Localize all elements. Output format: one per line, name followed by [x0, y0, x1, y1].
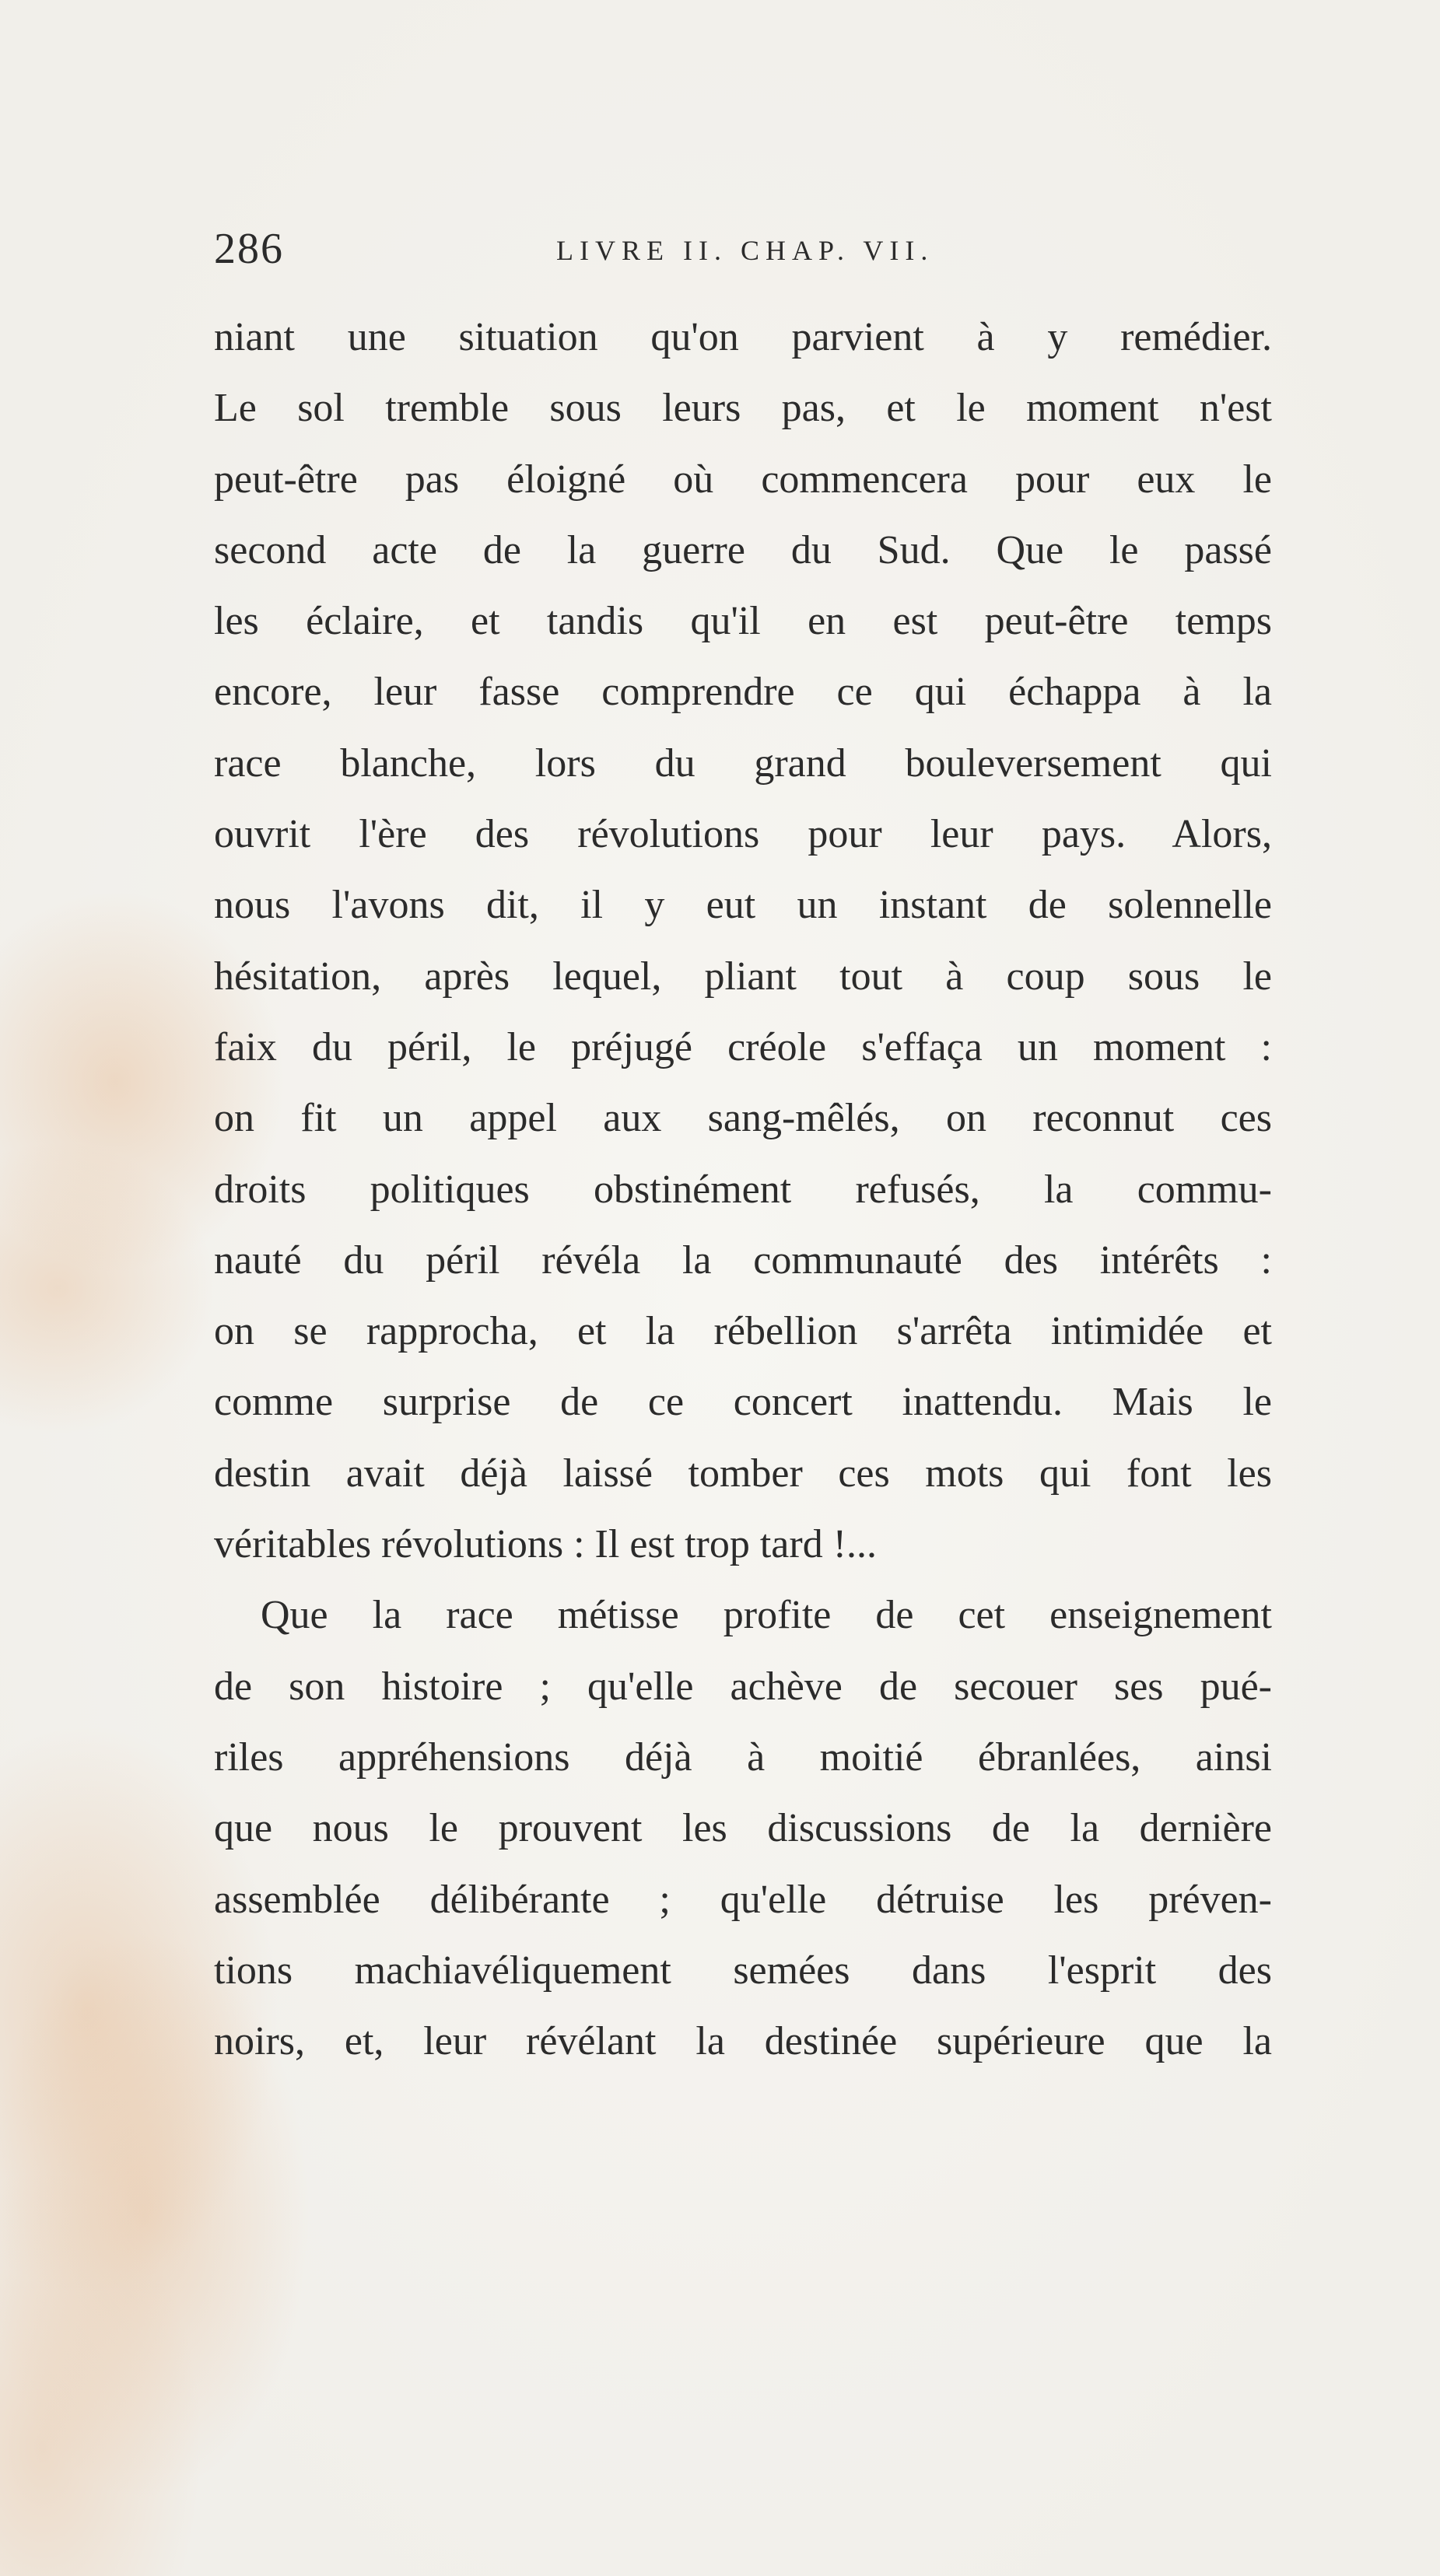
running-head: LIVRE II. CHAP. VII. [556, 235, 934, 266]
text-line: nauté du péril révéla la communauté des intérêts : [214, 1237, 1272, 1283]
text-line: Le sol tremble sous leurs pas, et le moment n'est [214, 386, 1272, 431]
text-line: peut-être pas éloigné où commencera pour eux le [214, 457, 1272, 502]
page-number: 286 [214, 225, 284, 273]
text-line: noirs, et, leur révélant la destinée supérieure que la [214, 2019, 1272, 2064]
text-line: que nous le prouvent les discussions de la dernière [214, 1806, 1272, 1851]
text-line: riles appréhensions déjà à moitié ébranlées, ainsi [214, 1734, 1272, 1780]
text-line: on fit un appel aux sang-mêlés, on reconnut ces [214, 1096, 1272, 1141]
body-text [214, 302, 1272, 2077]
text-line: second acte de la guerre du Sud. Que le passé [214, 527, 1272, 572]
text-line: faix du péril, le préjugé créole s'effaça un moment : [214, 1024, 1272, 1069]
text-line: on se rapprocha, et la rébellion s'arrêta intimidée et [214, 1309, 1272, 1354]
text-line: véritables révolutions : Il est trop tard !... [214, 1522, 878, 1567]
text-line: droits politiques obstinément refusés, la commu- [214, 1167, 1272, 1212]
text-line: encore, leur fasse comprendre ce qui échappa à la [214, 670, 1272, 715]
text-line: tions machiavéliquement semées dans l'esprit des [214, 1948, 1272, 1993]
text-line: nous l'avons dit, il y eut un instant de solennelle [214, 883, 1272, 928]
text-line: ouvrit l'ère des révolutions pour leur pays. Alors, [214, 812, 1272, 857]
text-line: Que la race métisse profite de cet enseignement [261, 1593, 1272, 1638]
text-line: les éclaire, et tandis qu'il en est peut-être temps [214, 599, 1272, 644]
text-line: assemblée délibérante ; qu'elle détruise les préven- [214, 1877, 1272, 1922]
text-line: comme surprise de ce concert inattendu. Mais le [214, 1380, 1272, 1425]
page-header [214, 226, 1272, 272]
text-line: destin avait déjà laissé tomber ces mots qui font les [214, 1451, 1272, 1496]
text-line: race blanche, lors du grand bouleversement qui [214, 740, 1272, 786]
text-line: de son histoire ; qu'elle achève de secouer ses pué- [214, 1664, 1272, 1709]
text-line: niant une situation qu'on parvient à y remédier. [214, 315, 1272, 359]
text-line: hésitation, après lequel, pliant tout à coup sous le [214, 954, 1272, 999]
